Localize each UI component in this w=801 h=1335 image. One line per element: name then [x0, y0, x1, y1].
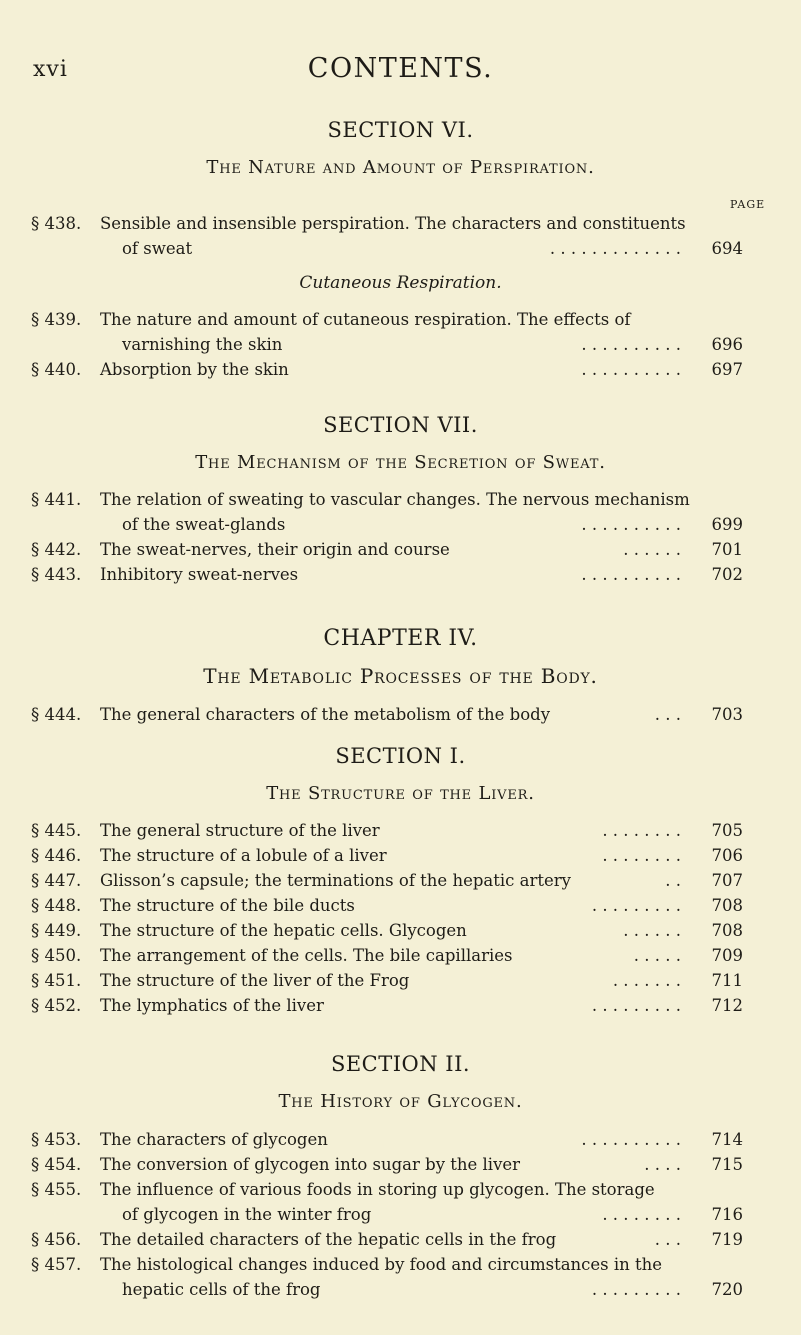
entry-title: The nature and amount of cutaneous respiration. The effects of	[100, 310, 631, 329]
leader-dots: . .	[665, 871, 681, 890]
entry-title: The sweat-nerves, their origin and course	[100, 540, 450, 559]
entry-number: § 443.	[31, 565, 82, 584]
entry-title: Absorption by the skin	[100, 360, 289, 379]
entry-title: The conversion of glycogen into sugar by the liver	[100, 1155, 521, 1174]
toc-entry-453	[31, 1127, 743, 1152]
entry-number: § 451.	[31, 971, 82, 990]
entry-number: § 450.	[31, 946, 82, 965]
leader-dots: . . . . . . . . .	[591, 896, 681, 915]
section-i-subheading: The Structure of the Liver.	[266, 783, 535, 804]
entry-title: The influence of various foods in storing up glycogen. The storage	[100, 1180, 655, 1199]
entry-title: The arrangement of the cells. The bile capillaries	[100, 946, 513, 965]
toc-entry-450	[31, 943, 743, 968]
entry-page: 696	[711, 335, 743, 354]
section-vii-heading: SECTION VII.	[323, 413, 478, 437]
entry-page: 712	[711, 996, 743, 1015]
entry-title: The histological changes induced by food and circumstances in the	[100, 1255, 663, 1274]
leader-dots: . . . . . .	[623, 921, 681, 940]
toc-entry-449	[31, 918, 743, 943]
entry-title-continued: of the sweat-glands	[122, 515, 286, 534]
entry-page: 706	[711, 846, 743, 865]
entry-number: § 439.	[31, 310, 82, 329]
section-vi-subheading: The Nature and Amount of Perspiration.	[206, 157, 595, 178]
entry-title: The detailed characters of the hepatic cells in the frog	[100, 1230, 557, 1249]
entry-page: 720	[711, 1280, 743, 1299]
leader-dots: . . . . . . . . . .	[581, 1130, 681, 1149]
entry-title: The structure of the bile ducts	[100, 896, 355, 915]
entry-number: § 452.	[31, 996, 82, 1015]
entry-page: 699	[711, 515, 743, 534]
entry-number: § 438.	[31, 214, 82, 233]
toc-entry-443	[31, 562, 743, 587]
entry-number: § 457.	[31, 1255, 82, 1274]
entry-number: § 447.	[31, 871, 82, 890]
leader-dots: . . . . . . . .	[602, 1205, 681, 1224]
leader-dots: . . .	[654, 705, 681, 724]
leader-dots: . . . . . . . . .	[591, 1280, 681, 1299]
leader-dots: . . . . . . . . . .	[581, 360, 681, 379]
running-title: CONTENTS.	[307, 53, 494, 84]
entry-number: § 445.	[31, 821, 82, 840]
entry-page: 719	[711, 1230, 743, 1249]
entry-page: 708	[711, 896, 743, 915]
entry-page: 708	[711, 921, 743, 940]
entry-title: Inhibitory sweat-nerves	[100, 565, 299, 584]
entry-page: 715	[711, 1155, 743, 1174]
toc-entry-452	[31, 993, 743, 1018]
entry-title: The structure of a lobule of a liver	[100, 846, 387, 865]
page-folio: xvi	[33, 57, 68, 82]
entry-title-continued: hepatic cells of the frog	[122, 1280, 321, 1299]
toc-entry-440	[31, 357, 743, 382]
entry-title: The characters of glycogen	[100, 1130, 328, 1149]
leader-dots: . . . . . . . .	[602, 821, 681, 840]
entry-number: § 453.	[31, 1130, 82, 1149]
entry-number: § 455.	[31, 1180, 82, 1199]
entry-title: The general structure of the liver	[100, 821, 380, 840]
entry-number: § 456.	[31, 1230, 82, 1249]
toc-entry-445	[31, 818, 743, 843]
entry-number: § 440.	[31, 360, 82, 379]
leader-dots: . . . . . . . . . .	[581, 515, 681, 534]
entry-number: § 448.	[31, 896, 82, 915]
entry-title-continued: of glycogen in the winter frog	[122, 1205, 372, 1224]
toc-entry-439	[31, 307, 743, 357]
leader-dots: . . . .	[644, 1155, 681, 1174]
entry-number: § 444.	[31, 705, 82, 724]
entry-page: 716	[711, 1205, 743, 1224]
entry-number: § 449.	[31, 921, 82, 940]
entry-title: The general characters of the metabolism of the body	[100, 705, 551, 724]
entry-page: 711	[711, 971, 743, 990]
toc-entry-451	[31, 968, 743, 993]
entry-title-continued: varnishing the skin	[122, 335, 283, 354]
section-vi-heading: SECTION VI.	[327, 118, 474, 142]
entry-number: § 441.	[31, 490, 82, 509]
leader-dots: . . . . .	[633, 946, 681, 965]
toc-entry-438	[31, 211, 743, 261]
entry-title: The relation of sweating to vascular changes. The nervous mechanism	[100, 490, 690, 509]
section-i-heading: SECTION I.	[335, 744, 466, 768]
toc-entry-447	[31, 868, 743, 893]
toc-entry-448	[31, 893, 743, 918]
entry-title: The structure of the liver of the Frog	[100, 971, 410, 990]
toc-entry-441	[31, 487, 743, 537]
entry-title-continued: of sweat	[122, 239, 193, 258]
toc-entry-444	[31, 702, 743, 727]
leader-dots: . . . . . . . . . .	[581, 565, 681, 584]
entry-page: 697	[711, 360, 743, 379]
entry-number: § 446.	[31, 846, 82, 865]
entry-number: § 442.	[31, 540, 82, 559]
section-ii-heading: SECTION II.	[330, 1052, 471, 1076]
section-vii-subheading: The Mechanism of the Secretion of Sweat.	[195, 452, 606, 473]
leader-dots: . . . . . . . .	[602, 846, 681, 865]
leader-dots: . . . . . . . . . . . . .	[549, 239, 681, 258]
entry-page: 694	[711, 239, 743, 258]
entry-title: Sensible and insensible perspiration. The characters and constituents	[100, 214, 686, 233]
section-ii-subheading: The History of Glycogen.	[278, 1091, 523, 1112]
entry-title: The lymphatics of the liver	[100, 996, 324, 1015]
leader-dots: . . . . . . .	[612, 971, 681, 990]
cutaneous-respiration-heading: Cutaneous Respiration.	[299, 273, 502, 293]
entry-page: 709	[711, 946, 743, 965]
toc-entry-455	[31, 1177, 743, 1227]
entry-page: 702	[711, 565, 743, 584]
toc-entry-442	[31, 537, 743, 562]
entry-title: The structure of the hepatic cells. Glycogen	[100, 921, 467, 940]
toc-entry-446	[31, 843, 743, 868]
leader-dots: . . . . . .	[623, 540, 681, 559]
entry-page: 705	[711, 821, 743, 840]
chapter-iv-subheading: The Metabolic Processes of the Body.	[203, 664, 598, 688]
toc-entry-454	[31, 1152, 743, 1177]
leader-dots: . . .	[654, 1230, 681, 1249]
entry-page: 703	[711, 705, 743, 724]
page-column-label: PAGE	[730, 198, 766, 211]
entry-title: Glisson’s capsule; the terminations of the hepatic artery	[100, 871, 571, 890]
chapter-iv-heading: CHAPTER IV.	[323, 626, 478, 651]
entry-number: § 454.	[31, 1155, 82, 1174]
leader-dots: . . . . . . . . . .	[581, 335, 681, 354]
entry-page: 701	[711, 540, 743, 559]
leader-dots: . . . . . . . . .	[591, 996, 681, 1015]
toc-entry-457	[31, 1252, 743, 1302]
toc-entry-456	[31, 1227, 743, 1252]
entry-page: 714	[711, 1130, 743, 1149]
entry-page: 707	[711, 871, 743, 890]
